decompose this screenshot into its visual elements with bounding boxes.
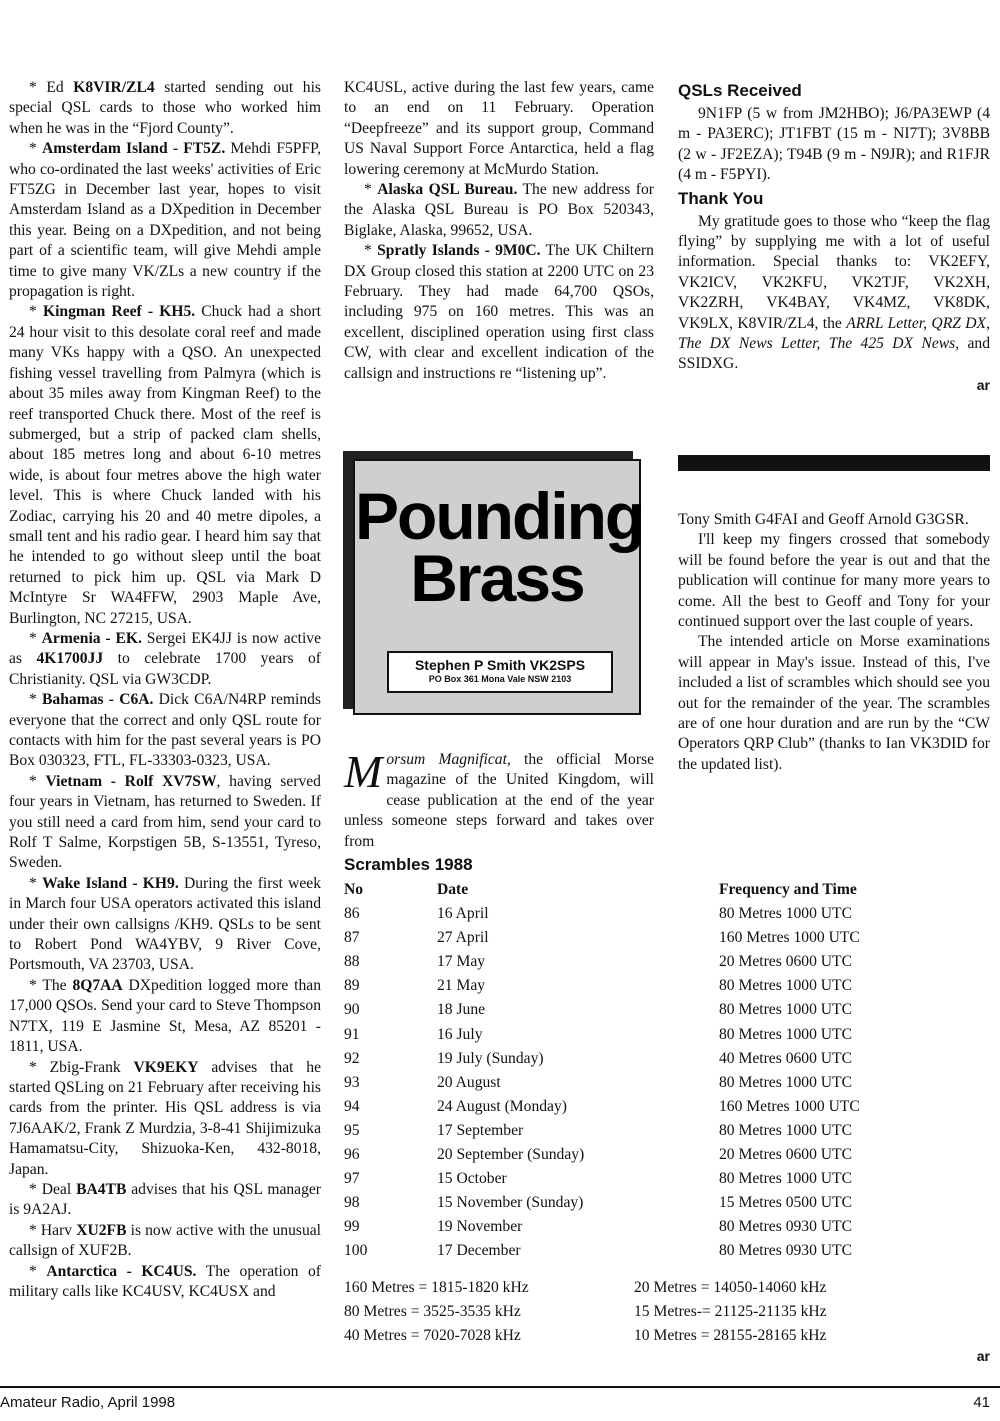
cell-no: 99 <box>344 1218 360 1236</box>
cell-no: 95 <box>344 1121 360 1139</box>
cell-no: 97 <box>344 1170 360 1188</box>
cell-frequency: 80 Metres 0930 UTC <box>719 1218 852 1236</box>
cell-no: 87 <box>344 929 360 947</box>
paragraph: * Wake Island - KH9. During the first week in March four USA operators activated this island under their own callsigns /KH9. QSLs to be sent to Robert Pond WA4YBV, 9 River Cove, Portsmouth, VA 23703, USA. <box>9 874 321 974</box>
table-row <box>344 1023 904 1047</box>
cell-frequency: 80 Metres 1000 UTC <box>719 1025 852 1043</box>
paragraph: * Kingman Reef - KH5. Chuck had a short 24 hour visit to this desolate coral reef and made many VKs happy with a QSO. An unexpected fishing vessel travelling from Palmyra (which is about 35 miles away from Kingman Reef) to the reef transported Chuck there. Most of the reef is submerged, but a strip of packed clam shells, about 185 metres long and about 6-10 metres wide, is about four metres above the high water level. This is where Chuck landed with his Zodiac, carrying his 20 and 40 metre dipoles, a small tent and his radio gear. I heard him say that he intended to go without sleep until the boat returned to pick him up. QSL via Mark D McIntyre Sr WA4FFW, 2903 Maple Ave, Burlington, NC 27215, USA. <box>9 303 322 627</box>
cell-date: 19 November <box>437 1218 523 1236</box>
table-row <box>344 902 904 926</box>
table-row <box>344 1047 904 1071</box>
cell-frequency: 80 Metres 1000 UTC <box>719 1001 852 1019</box>
thanks-heading: Thank You <box>678 188 764 208</box>
column-banner <box>343 451 645 718</box>
footer-publication: Amateur Radio, April 1998 <box>0 1394 176 1411</box>
paragraph: I'll keep my fingers crossed that somebody will be found before the year is out and that the publication will continue for many more years to come. All the best to Geoff and Tony for your continued support over the last couple of years. <box>678 531 990 631</box>
column-2 <box>344 78 654 384</box>
cell-frequency: 80 Metres 1000 UTC <box>719 1073 852 1091</box>
cell-frequency: 15 Metres 0500 UTC <box>719 1194 852 1212</box>
table-row <box>344 1143 904 1167</box>
scrambles-title: Scrambles 1988 <box>344 855 473 874</box>
column-1 <box>9 78 321 1302</box>
cell-frequency: 20 Metres 0600 UTC <box>719 953 852 971</box>
cell-date: 17 May <box>437 953 486 971</box>
paragraph: Tony Smith G4FAI and Geoff Arnold G3GSR. <box>678 511 969 528</box>
cell-frequency: 40 Metres 0600 UTC <box>719 1049 852 1067</box>
author-name: Stephen P Smith VK2SPS <box>414 657 586 673</box>
band-entry: 80 Metres = 3525-3535 kHz <box>344 1303 521 1320</box>
table-row <box>344 1167 904 1191</box>
paragraph: * Spratly Islands - 9M0C. The UK Chiltern DX Group closed this station at 2200 UTC on 23 February. They had made 64,700 QSOs, including 975 on 160 metres. This was an excellent, disciplined operation using first class CW, with clear and excellent indication of the callsign and instructions re “listening up”. <box>344 242 654 382</box>
cell-date: 24 August (Monday) <box>437 1097 567 1115</box>
column-3-continued <box>678 510 990 775</box>
cell-date: 19 July (Sunday) <box>437 1049 544 1067</box>
table-row <box>344 1215 904 1239</box>
paragraph: KC4USL, active during the last few years, came to an end on 11 February. Operation “Deepfreeze” and its support group, Command US Naval Support Force Antarctica, held a flag lowering ceremony at McMurdo Station. <box>344 79 654 178</box>
cell-frequency: 80 Metres 1000 UTC <box>719 1121 852 1139</box>
cell-no: 96 <box>344 1146 360 1164</box>
paragraph: * Deal BA4TB advises that his QSL manager is 9A2AJ. <box>9 1180 321 1219</box>
cell-no: 92 <box>344 1049 360 1067</box>
table-row <box>344 1095 904 1119</box>
author-box <box>387 651 613 693</box>
cell-date: 20 August <box>437 1073 501 1091</box>
header-no: No <box>344 881 364 898</box>
divider-bar <box>678 455 990 471</box>
paragraph: * Alaska QSL Bureau. The new address for the Alaska QSL Bureau is PO Box 520343, Biglake, Alaska, 99652, USA. <box>344 181 654 239</box>
footer-rule <box>0 1386 1000 1388</box>
band-entry: 40 Metres = 7020-7028 kHz <box>344 1327 521 1344</box>
end-mark: ar <box>976 376 990 393</box>
cell-no: 100 <box>344 1242 368 1260</box>
column-3 <box>678 78 990 395</box>
cell-no: 98 <box>344 1194 360 1212</box>
cell-date: 15 November (Sunday) <box>437 1194 584 1212</box>
table-row <box>344 926 904 950</box>
cell-no: 89 <box>344 977 360 995</box>
morsum-paragraph: Morsum Magnificat, the official Morse magazine of the United Kingdom, will cease publication at the end of the year unless someone steps forward and takes over from <box>344 746 654 850</box>
cell-frequency: 80 Metres 1000 UTC <box>719 977 852 995</box>
table-row <box>344 1239 904 1263</box>
table-row <box>344 1191 904 1215</box>
cell-date: 27 April <box>437 929 489 947</box>
cell-no: 93 <box>344 1073 360 1091</box>
cell-date: 16 July <box>437 1025 483 1043</box>
cell-date: 17 September <box>437 1121 524 1139</box>
cell-date: 16 April <box>437 905 489 923</box>
header-frequency: Frequency and Time <box>719 881 857 898</box>
cell-no: 94 <box>344 1097 360 1115</box>
cell-no: 88 <box>344 953 360 971</box>
paragraph: * The 8Q7AA DXpedition logged more than 17,000 QSOs. Send your card to Steve Thompson N7TX, 119 E Jasmine St, Mesa, AZ 85201 - 1811, USA. <box>9 976 321 1056</box>
cell-date: 17 December <box>437 1242 521 1260</box>
paragraph: * Vietnam - Rolf XV7SW, having served four years in Vietnam, has returned to Sweden. If you still need a card from him, send your card to Rolf T Salme, Korpstigen 5B, S-13551, Tyreso, Sweden. <box>9 772 321 872</box>
scrambles-section <box>344 854 990 1264</box>
cell-date: 18 June <box>437 1001 486 1019</box>
paragraph: * Bahamas - C6A. Dick C6A/N4RP reminds everyone that the correct and only QSL route for contacts with him for the past several years is PO Box 030323, FTL, FL-33303-0323, USA. <box>9 691 321 770</box>
qsl-heading: QSLs Received <box>678 81 802 100</box>
cell-frequency: 20 Metres 0600 UTC <box>719 1146 852 1164</box>
cell-frequency: 160 Metres 1000 UTC <box>719 1097 860 1115</box>
cell-no: 91 <box>344 1025 360 1043</box>
band-entry: 10 Metres = 28155-28165 kHz <box>634 1327 827 1344</box>
table-row <box>344 1119 904 1143</box>
table-row <box>344 974 904 998</box>
banner-title: Pounding Brass <box>355 479 644 615</box>
paragraph: * Ed K8VIR/ZL4 started sending out his special QSL cards to those who worked him when he was in the “Fjord County”. <box>9 79 322 137</box>
drop-cap: M <box>344 746 383 797</box>
band-entry: 160 Metres = 1815-1820 kHz <box>344 1279 529 1296</box>
cell-date: 20 September (Sunday) <box>437 1146 585 1164</box>
thanks-text: My gratitude goes to those who “keep the flag flying” by supplying me with a lot of useful information. Special thanks to: VK2EFY, VK2ICV, VK2KFU, VK2TJF, VK2XH, VK2ZRH, VK4BAY, VK4MZ, VK8DK, VK9LX, K8VIR/ZL4, the ARRL Letter, QRZ DX, The DX News Letter, The 425 DX News, and SSIDXG. <box>678 212 991 373</box>
paragraph: * Antarctica - KC4US. The operation of military calls like KC4USV, KC4USX and <box>9 1262 321 1300</box>
table-row <box>344 1071 904 1095</box>
band-entry: 15 Metres-= 21125-21135 kHz <box>634 1303 827 1320</box>
cell-date: 21 May <box>437 977 486 995</box>
cell-frequency: 80 Metres 1000 UTC <box>719 905 852 923</box>
table-row <box>344 998 904 1022</box>
qsl-text: 9N1FP (5 w from JM2HBO); J6/PA3EWP (4 m - PA3ERC); JT1FBT (15 m - NI7T); 3V8BB (2 w - JF2EZA); T94B (9 m - N9JR); and R1FJR (4 m - F5PYI). <box>678 105 990 184</box>
cell-no: 86 <box>344 905 360 923</box>
header-date: Date <box>437 881 469 898</box>
table-row <box>344 950 904 974</box>
author-address: PO Box 361 Mona Vale NSW 2103 <box>428 674 572 684</box>
end-mark-2: ar <box>976 1348 990 1364</box>
paragraph: * Harv XU2FB is now active with the unusual callsign of XUF2B. <box>9 1221 321 1260</box>
paragraph: * Zbig-Frank VK9EKY advises that he started QSLing on 21 February after receiving his cards from the printer. His QSL address is via 7J6AAK/2, Frank Z Murdzia, 3-8-41 Shijimizuka Hamamatsu-City, Shizuoka-Ken, 432-8018, Japan. <box>9 1058 321 1178</box>
cell-frequency: 80 Metres 0930 UTC <box>719 1242 852 1260</box>
cell-no: 90 <box>344 1001 360 1019</box>
paragraph: * Armenia - EK. Sergei EK4JJ is now active as 4K1700JJ to celebrate 1700 years of Christianity. QSL via GW3CDP. <box>9 629 321 688</box>
cell-frequency: 160 Metres 1000 UTC <box>719 929 860 947</box>
paragraph: The intended article on Morse examinations will appear in May's issue. Instead of this, I've included a list of scrambles which should see you out for the remainder of the year. The scrambles are of one hour duration and are run by the “CW Operators QRP Club” (thanks to Ian VK3DID for the updated list). <box>678 633 990 773</box>
cell-frequency: 80 Metres 1000 UTC <box>719 1170 852 1188</box>
band-entry: 20 Metres = 14050-14060 kHz <box>634 1279 827 1296</box>
scrambles-table <box>344 878 904 1264</box>
paragraph: * Amsterdam Island - FT5Z. Mehdi F5PFP, who co-ordinated the last weeks' activities of Eric FT5ZG in December last year, hopes to visit Amsterdam Island as a DXpedition in December this year. Being on a DXpedition, and not being part of a scientific team, will give Mehdi ample time to give many VK/ZLs a new country if the propagation is right. <box>9 140 321 301</box>
cell-date: 15 October <box>437 1170 507 1188</box>
page-number: 41 <box>973 1394 990 1411</box>
